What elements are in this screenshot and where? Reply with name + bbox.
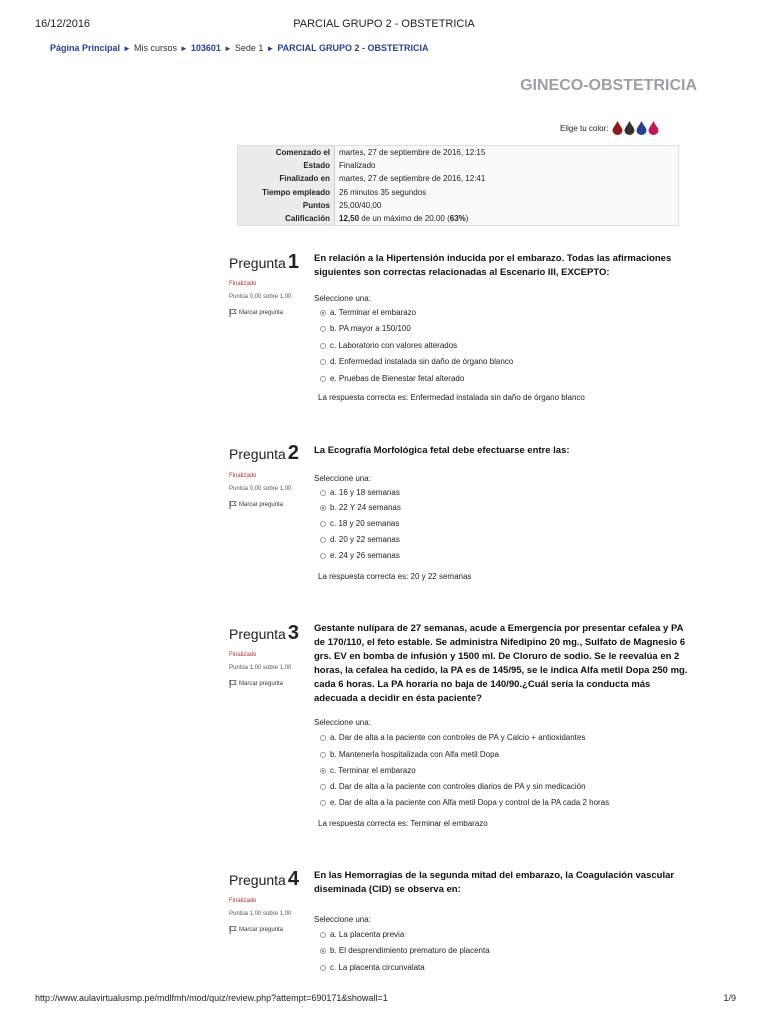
summary-table (238, 146, 678, 225)
question-label-text: Pregunta (229, 872, 286, 888)
summary-row (238, 186, 678, 199)
option-text: e. Dar de alta a la paciente con Alfa metil Dopa y control de la PA cada 2 horas (330, 798, 610, 807)
question-2-label (229, 442, 299, 465)
summary-value: 25,00/40,00 (339, 200, 382, 210)
grade-percent: 63% (449, 214, 466, 224)
option-text: c. Terminar el embarazo (330, 766, 416, 775)
question-text: La Ecografía Morfológica fetal debe efectuarse entre las: (314, 445, 570, 456)
answer-option[interactable] (320, 357, 513, 366)
radio-button[interactable] (320, 735, 326, 741)
flag-label: Marcar pregunta (239, 681, 284, 687)
answer-option[interactable] (320, 782, 586, 791)
summary-key: Puntos (238, 199, 335, 212)
answer-option[interactable] (320, 519, 399, 528)
option-text: d. Enfermedad instalada sin daño de órgano blanco (330, 357, 514, 366)
option-text: b. 22 Y 24 semanas (330, 503, 401, 512)
summary-row (238, 146, 678, 159)
option-text: e. Pruebas de Bienestar fetal alterado (330, 374, 465, 383)
flag-label: Marcar pregunta (239, 502, 284, 508)
breadcrumb-course-link[interactable]: 103601 (190, 43, 221, 53)
summary-value: martes, 27 de septiembre de 2016, 12:15 (339, 148, 486, 158)
color-picker (560, 121, 659, 135)
radio-button[interactable] (320, 948, 326, 954)
option-text: e. 24 y 26 semanas (330, 551, 400, 560)
question-3-label (229, 622, 299, 645)
radio-button[interactable] (320, 521, 326, 527)
question-grade: Puntúa 0,00 sobre 1,00 (229, 294, 292, 300)
question-label-text: Pregunta (229, 446, 286, 462)
color-drop-icon[interactable] (612, 121, 623, 135)
question-state: Finalizado (229, 473, 257, 479)
breadcrumb-section[interactable]: Sede 1 (234, 43, 264, 53)
option-text: a. Dar de alta a la paciente con controles de PA y Calcio + antioxidantes (330, 733, 586, 742)
summary-key: Tiempo empleado (238, 186, 335, 199)
site-title: GINECO-OBSTETRICIA (520, 77, 697, 94)
option-text: c. 18 y 20 semanas (330, 519, 400, 528)
answer-option[interactable] (320, 798, 609, 807)
grade-close: ) (465, 214, 469, 224)
summary-row (238, 199, 678, 212)
color-picker-label: Elige tu color: (560, 123, 609, 133)
option-text: a. La placenta previa (330, 930, 405, 939)
answer-option[interactable] (320, 341, 457, 350)
question-4-label (229, 868, 299, 891)
question-state: Finalizado (229, 652, 257, 658)
flag-icon (229, 926, 237, 934)
question-label-text: Pregunta (229, 626, 286, 642)
summary-row (238, 212, 678, 225)
grade-max: de un máximo de 20,00 ( (359, 214, 450, 224)
radio-button[interactable] (320, 376, 326, 382)
summary-key: Finalizado en (238, 172, 335, 185)
answer-option[interactable] (320, 308, 416, 317)
page-number: 1/9 (723, 993, 736, 1003)
radio-button[interactable] (320, 326, 326, 332)
breadcrumb-quiz-link[interactable]: PARCIAL GRUPO 2 - OBSTETRICIA (277, 43, 429, 53)
answer-option[interactable] (320, 946, 490, 955)
question-1-label (229, 251, 299, 274)
answer-option[interactable] (320, 503, 401, 512)
flag-question-button[interactable] (229, 309, 283, 317)
breadcrumb-courses[interactable]: Mis cursos (133, 43, 177, 53)
answer-option[interactable] (320, 963, 425, 972)
color-drop-icon[interactable] (624, 121, 635, 135)
question-label-text: Pregunta (229, 255, 286, 271)
radio-button[interactable] (320, 965, 326, 971)
flag-icon (229, 309, 237, 317)
radio-button[interactable] (320, 752, 326, 758)
question-number: 1 (287, 251, 299, 273)
select-label: Seleccione una: (314, 718, 371, 727)
flag-question-button[interactable] (229, 926, 283, 934)
question-state: Finalizado (229, 281, 257, 287)
answer-option[interactable] (320, 551, 400, 560)
question-text: En relación a la Hipertensión inducida por el embarazo. Todas las afirmaciones siguientes son correctas relacionadas al Escenario III, EXCEPTO: (314, 253, 672, 278)
summary-key: Estado (238, 159, 335, 172)
radio-button[interactable] (320, 490, 326, 496)
color-drop-icon[interactable] (648, 121, 659, 135)
color-drops (612, 121, 659, 135)
question-text: Gestante nulípara de 27 semanas, acude a Emergencia por presentar cefalea y PA de 170/110, el feto estable. Se administra Nifedipino 20 mg., Sulfato de Magnesio 6 grs. EV en bomba de infusión y 1500 ml. De Cloruro de sodio. Se le reevalúa en 2 horas, la cefalea ha cedido, la PA es de 145/95, se le indica Alfa metil Dopa 250 mg. cada 6 horas. La PA horaria no baja de 140/90.¿Cuál sería la conducta más adecuada a decidir en ésta paciente? (314, 623, 688, 704)
option-text: a. 16 y 18 semanas (330, 488, 400, 497)
radio-button[interactable] (320, 768, 326, 774)
question-number: 2 (287, 442, 299, 464)
flag-label: Marcar pregunta (239, 927, 284, 933)
flag-question-button[interactable] (229, 680, 283, 688)
correct-answer: La respuesta correcta es: Terminar el embarazo (318, 819, 488, 828)
answer-option[interactable] (320, 374, 464, 383)
grade-value: 12,50 (339, 214, 360, 224)
option-text: c. Laboratorio con valores alterados (330, 341, 458, 350)
question-grade: Puntúa 1,00 sobre 1,00 (229, 911, 292, 917)
question-number: 3 (287, 622, 299, 644)
summary-value: martes, 27 de septiembre de 2016, 12:41 (339, 174, 486, 184)
select-label: Seleccione una: (314, 294, 371, 303)
flag-icon (229, 680, 237, 688)
summary-row (238, 159, 678, 172)
flag-label: Marcar pregunta (239, 310, 284, 316)
radio-button[interactable] (320, 359, 326, 365)
correct-answer: La respuesta correcta es: 20 y 22 semanas (318, 572, 472, 581)
option-text: d. 20 y 22 semanas (330, 535, 400, 544)
flag-question-button[interactable] (229, 501, 283, 509)
select-label: Seleccione una: (314, 474, 371, 483)
question-grade: Puntúa 1,00 sobre 1,00 (229, 665, 292, 671)
print-title: PARCIAL GRUPO 2 - OBSTETRICIA (293, 18, 475, 30)
flag-icon (229, 501, 237, 509)
radio-button[interactable] (320, 537, 326, 543)
summary-grade (335, 212, 679, 225)
question-grade: Puntúa 0,00 sobre 1,00 (229, 486, 292, 492)
breadcrumb: Página Principal ► Mis cursos ► 103601 ► Sede 1 ► PARCIAL GRUPO 2 - OBSTETRICIA (50, 43, 429, 53)
option-text: c. La placenta circunvalata (330, 963, 425, 972)
answer-option[interactable] (320, 930, 404, 939)
option-text: a. Terminar el embarazo (330, 308, 417, 317)
answer-option[interactable] (320, 488, 400, 497)
summary-value: Finalizado (339, 161, 376, 171)
page-url: http://www.aulavirtualusmp.pe/mdlfmh/mod/quiz/review.php?attempt=690171&showall=1 (35, 993, 388, 1003)
summary-key: Calificación (238, 212, 335, 225)
attempt-summary (237, 145, 679, 226)
answer-option[interactable] (320, 535, 400, 544)
summary-key: Comenzado el (238, 146, 335, 159)
radio-button[interactable] (320, 800, 326, 806)
answer-option[interactable] (320, 733, 585, 742)
option-text: b. PA mayor a 150/100 (330, 324, 411, 333)
breadcrumb-home-link[interactable]: Página Principal (50, 43, 121, 53)
answer-option[interactable] (320, 766, 416, 775)
radio-button[interactable] (320, 784, 326, 790)
option-text: b. Mantenerla hospitalizada con Alfa metil Dopa (330, 750, 499, 759)
radio-button[interactable] (320, 310, 326, 316)
answer-option[interactable] (320, 324, 411, 333)
question-text: En las Hemorragias de la segunda mitad del embarazo, la Coagulación vascular diseminada (CID) se observa en: (314, 870, 675, 895)
color-drop-icon[interactable] (636, 121, 647, 135)
question-state: Finalizado (229, 898, 257, 904)
summary-row (238, 172, 678, 185)
summary-value: 26 minutos 35 segundos (339, 187, 427, 197)
correct-answer: La respuesta correcta es: Enfermedad instalada sin daño de órgano blanco (318, 393, 585, 402)
option-text: b. El desprendimiento prematuro de placenta (330, 946, 490, 955)
answer-option[interactable] (320, 750, 499, 759)
radio-button[interactable] (320, 343, 326, 349)
radio-button[interactable] (320, 932, 326, 938)
radio-button[interactable] (320, 505, 326, 511)
radio-button[interactable] (320, 553, 326, 559)
question-number: 4 (287, 868, 299, 890)
select-label: Seleccione una: (314, 915, 371, 924)
print-date: 16/12/2016 (35, 18, 91, 30)
option-text: d. Dar de alta a la paciente con controles diarios de PA y sin medicación (330, 782, 586, 791)
